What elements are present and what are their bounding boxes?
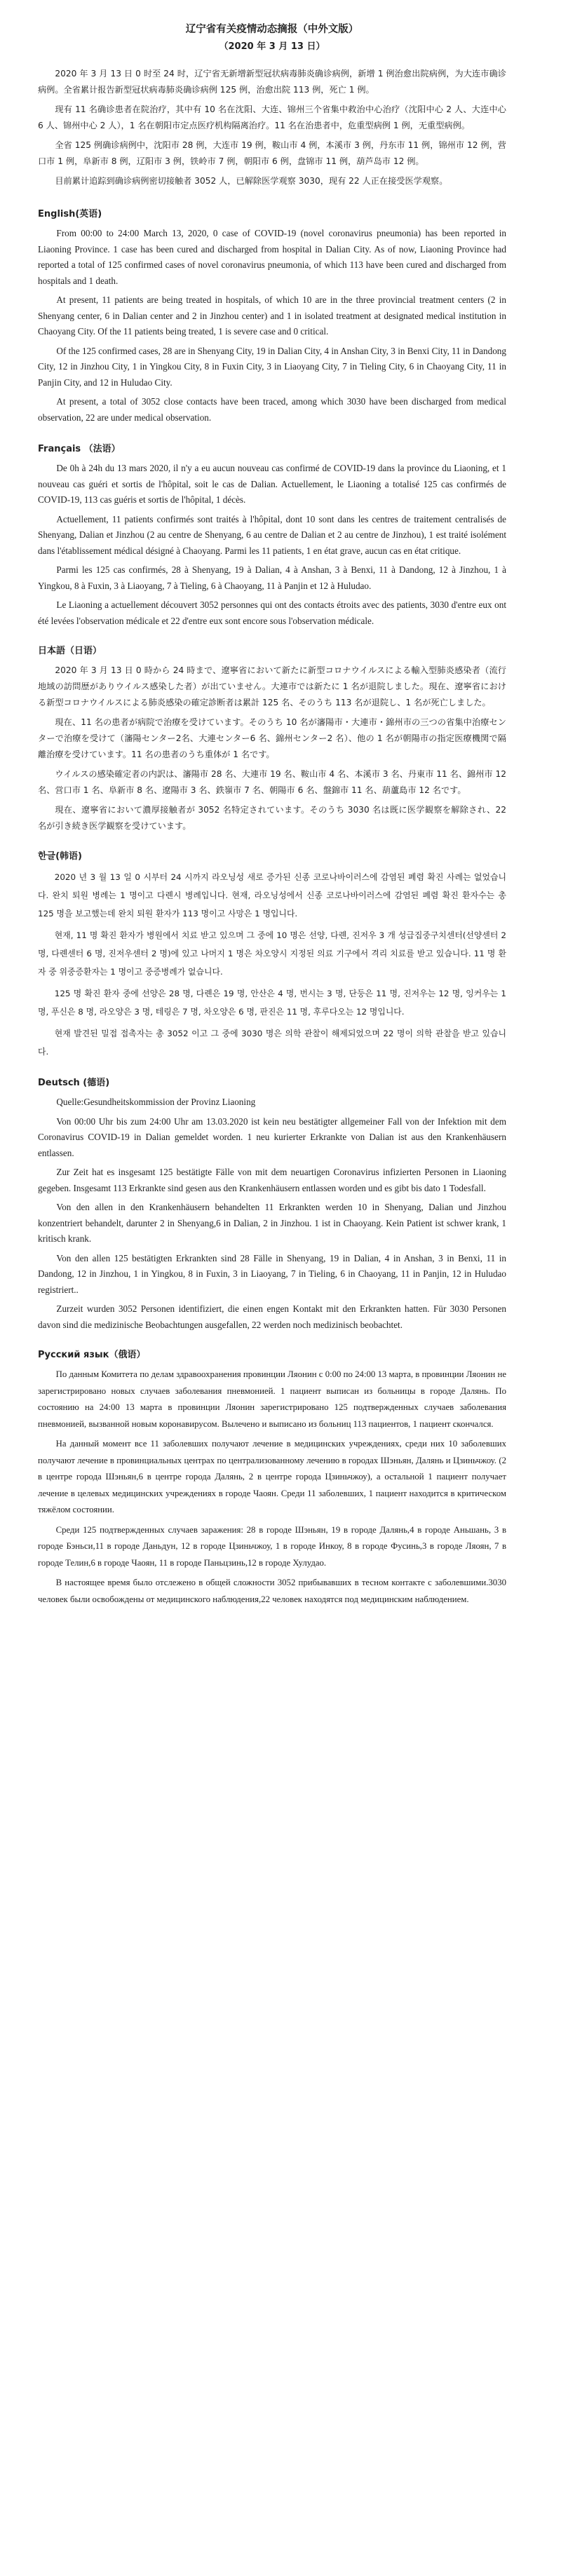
bulletin-body: [38, 66, 506, 1608]
paragraph: На данный момент все 11 заболевших получают лечение в медицинских учреждениях, среди них 10 заболевших получают лечение в провинциальных центрах по централизованному лечению в городах Шэньян, Далянь и Цзиньчжоу. (2 в центре города Шэньян,6 в центре города Далянь, 2 в центре города Цзиньчжоу), а остальной 1 пациент получает лечение в целевых медицинских учреждениях в городе Чаоян. Среди 11 заболевших, 1 пациент находится в критическом тяжёлом состоянии.: [38, 1439, 506, 1514]
section-japanese: [38, 644, 506, 834]
section-heading: 한글(韩语): [38, 851, 82, 862]
paragraph: Von 00:00 Uhr bis zum 24:00 Uhr am 13.03.2020 ist kein neu bestätigter allgemeiner Fall von der Infektion mit dem Coronavirus COVID-19 in Dalian gemeldet worden. 1 neu kurierter Erkrankte von Dalian ist aus den Krankenhäusern entlassen.: [38, 1116, 506, 1158]
paragraph: 현재 발견된 밀접 접촉자는 총 3052 이고 그 중에 3030 명은 의학 관찰이 해제되었으며 22 명이 의학 관찰을 받고 있습니다.: [38, 1029, 506, 1057]
paragraph: Le Liaoning a actuellement découvert 3052 personnes qui ont des contacts étroits avec des patients, 3030 d'entre eux ont été levées l'observation médicale et 22 d'entre eux sont encore sous l'observation médicale.: [38, 599, 506, 626]
paragraph: Von den allen in den Krankenhäusern behandelten 11 Erkrankten werden 10 in Shenyang, Dalian und Jinzhou konzentriert behandelt, darunter 2 in Shenyang,6 in Dalian, 2 in Jinzhou. 1 ist in Chaoyang. Kein Patient ist schwer krank, 1 kritisch krank.: [38, 1202, 506, 1244]
paragraph: В настоящее время было отслежено в общей сложности 3052 прибывавших в тесном контакте с заболевшими.3030 человек были освобождены от медицинского наблюдения,22 человек находятся под медицинским наблюдением.: [38, 1578, 506, 1604]
paragraph: 2020 년 3 월 13 일 0 시부터 24 시까지 라오닝성 새로 증가된 신종 코로나바이러스에 감염된 폐렴 확진 사례는 없었습니다. 완치 퇴원 병례는 1 명이고 다롄시 병례입니다. 현재, 라오닝성에서 신종 코로나바이러스에 감염된 폐렴 확진 환자수는 총 125 명을 보고했는데 완치 퇴원 환자가 113 명이고 사망은 1 명입니다.: [38, 872, 506, 918]
section-german: [38, 1076, 506, 1333]
paragraph: 2020 年 3 月 13 日 0 時から 24 時まで、遼寧省において新たに新型コロナウイルスによる輸入型肺炎感染者（流行地域の訪問歴がありウイルス感染した者）が出ていません。大連市では新たに 1 名が退院しました。現在、遼寧省における新型コロナウイルスによる肺炎感染の確定診断者は累計 125 名、そのうち 113 名が退院し、1 名が死亡しました。: [38, 665, 506, 707]
paragraph: 目前累计追踪到确诊病例密切接触者 3052 人，已解除医学观察 3030，现有 22 人正在接受医学观察。: [55, 176, 448, 186]
paragraph: Actuellement, 11 patients confirmés sont traités à l'hôpital, dont 10 sont dans les centres de traitement centralisés de Shenyang, Dalian et Jinzhou (2 au centre de Shenyang, 6 au centre de Dalian et 2 au centre de Jinzhou), 1 est traité isolément dans l'établissement médical désigné à Chaoyang. Parmi les 11 patients, 1 en état grave, aucun cas en état critique.: [38, 513, 506, 556]
paragraph: Zurzeit wurden 3052 Personen identifiziert, die einen engen Kontakt mit den Erkrankten hatten. Für 3030 Personen davon sind die medizinische Beobachtungen ausgefallen, 22 werden noch medizinisch beobachtet.: [38, 1303, 506, 1330]
bulletin-date: （2020 年 3 月 13 日）: [219, 41, 325, 52]
section-heading: English(英语): [38, 209, 102, 219]
section-heading: Deutsch (德语): [38, 1078, 110, 1088]
section-english: [38, 208, 506, 426]
paragraph: Zur Zeit hat es insgesamt 125 bestätigte Fälle von mit dem neuartigen Coronavirus infizierten Personen in Liaoning gegeben. Insgesamt 113 Erkrankte sind gesen aus den Krankenhäusern entlassen worden und es gibt bis dato 1 Todesfall.: [38, 1167, 506, 1193]
section-heading: 日本語（日语）: [38, 646, 102, 656]
paragraph: 현재, 11 명 확진 환자가 병원에서 치료 받고 있으며 그 중에 10 명은 선양, 다롄, 진저우 3 개 성급집중구치센터(선양센터 2 명, 다롄센터 6 명, 진저우센터 2 명)에 있고 나머지 1 명은 차오양시 지정된 의료 기구에서 격리 치료를 받고 있습니다. 11 명 환자 중 위중증환자는 1 명이고 중증병례가 없습니다.: [38, 930, 506, 977]
paragraph: 現在、11 名の患者が病院で治療を受けています。そのうち 10 名が瀋陽市・大連市・錦州市の三つの省集中治療センターで治療を受けて（瀋陽センター2名、大連センター6 名、錦州センター2 名）、他の 1 名が朝陽市の指定医療機関で隔離治療を受けています。11 名の患者のうち重体が 1 名です。: [38, 717, 506, 759]
section-russian: [38, 1348, 506, 1608]
paragraph: 現在、遼寧省において濃厚接触者が 3052 名特定されています。そのうち 3030 名は既に医学観察を解除され、22 名が引き続き医学観察を受けています。: [38, 805, 506, 831]
section-heading: Français （法语）: [38, 444, 121, 454]
paragraph: Of the 125 confirmed cases, 28 are in Shenyang City, 19 in Dalian City, 4 in Anshan City, 3 in Benxi City, 11 in Dandong City, 12 in Jinzhou City, 1 in Yingkou City, 8 in Fuxin City, 3 in Liaoyang City, 7 in Tieling City, 6 in Chaoyang City, 11 in Panjin City, and 12 in Huludao City.: [38, 345, 506, 388]
paragraph: ウイルスの感染確定者の内訳は、瀋陽市 28 名、大連市 19 名、鞍山市 4 名、本溪市 3 名、丹東市 11 名、錦州市 12 名、営口市 1 名、阜新市 8 名、遼陽市 3 名、鉄嶺市 7 名、朝陽市 6 名、盤錦市 11 名、葫蘆島市 12 名です。: [38, 769, 506, 795]
paragraph: Parmi les 125 cas confirmés, 28 à Shenyang, 19 à Dalian, 4 à Anshan, 3 à Benxi, 11 à Dandong, 12 à Jinzhou, 1 à Yingkou, 8 à Fuxin, 3 à Liaoyang, 7 à Tieling, 6 à Chaoyang, 11 à Panjin et 12 à Huludao.: [38, 564, 506, 591]
paragraph: 现有 11 名确诊患者在院治疗，其中有 10 名在沈阳、大连、锦州三个省集中救治中心治疗（沈阳中心 2 人、大连中心 6 人、锦州中心 2 人），1 名在朝阳市定点医疗机构隔离治疗。11 名在治患者中，危重型病例 1 例，无重型病例。: [38, 104, 506, 130]
paragraph: At present, a total of 3052 close contacts have been traced, among which 3030 have been discharged from medical observation, 22 are under medical observation.: [38, 396, 506, 423]
paragraph: At present, 11 patients are being treated in hospitals, of which 10 are in the three provincial treatment centers (2 in Shenyang center, 6 in Dalian center and 2 in Jinzhou center) and 1 in isolated treatment at designated medical institution in Chaoyang City. Of the 11 patients being treated, 1 is severe case and 0 critical.: [38, 294, 506, 337]
section-chinese: [38, 66, 506, 189]
paragraph: De 0h à 24h du 13 mars 2020, il n'y a eu aucun nouveau cas confirmé de COVID-19 dans la province du Liaoning, et 1 nouveau cas guéri et sortis de l'hôpital, soit le cas de Dalian. Actuellement, le Liaoning a totalisé 125 cas confirmés de COVID-19, 113 cas guéris et sortis de l'hôpital, 1 décès.: [38, 463, 506, 505]
paragraph: 全省 125 例确诊病例中，沈阳市 28 例，大连市 19 例，鞍山市 4 例，本溪市 3 例，丹东市 11 例，锦州市 12 例，营口市 1 例，阜新市 8 例，辽阳市 3 例，铁岭市 7 例，朝阳市 6 例，盘锦市 11 例，葫芦岛市 12 例。: [38, 140, 506, 166]
section-french: [38, 442, 506, 629]
bulletin-title: 辽宁省有关疫情动态摘报（中外文版）: [185, 24, 359, 35]
paragraph: 2020 年 3 月 13 日 0 时至 24 时，辽宁省无新增新型冠状病毒肺炎确诊病例，新增 1 例治愈出院病例，为大连市确诊病例。全省累计报告新型冠状病毒肺炎确诊病例 125 例，治愈出院 113 例，死亡 1 例。: [38, 69, 506, 95]
paragraph: 125 명 확진 환자 중에 선양은 28 명, 다롄은 19 명, 안산은 4 명, 번시는 3 명, 단둥은 11 명, 진저우는 12 명, 잉커우는 1 명, 푸신은 8 명, 라오양은 3 명, 테링은 7 명, 차오양은 6 명, 판진은 11 명, 후루다오는 12 명입니다.: [38, 989, 506, 1017]
section-korean: [38, 850, 506, 1061]
section-heading: Русский язык（俄语）: [38, 1350, 146, 1360]
paragraph: From 00:00 to 24:00 March 13, 2020, 0 case of COVID-19 (novel coronavirus pneumonia) has been reported in Liaoning Province. 1 case has been cured and discharged from hospital in Dalian City. As of now, Liaoning Province had reported a total of 125 confirmed cases of novel coronavirus pneumonia, of which 113 have been cured and discharged from hospitals and 1 death.: [38, 228, 506, 286]
paragraph: Среди 125 подтвержденных случаев заражения: 28 в городе Шэньян, 19 в городе Далянь,4 в городе Аньшань, 3 в городе Бэньси,11 в городе Даньдун, 12 в городе Цзиньчжоу, 1 в городе Инкоу, 8 в городе Фусинь,3 в городе Ляоян, 7 в городе Телин,6 в городе Чаоян, 11 в городе Паньцзинь,12 в городе Хулудао.: [38, 1524, 506, 1568]
paragraph: Quelle:Gesundheitskommission der Provinz Liaoning: [56, 1097, 256, 1107]
paragraph: Von den allen 125 bestätigten Erkrankten sind 28 Fälle in Shenyang, 19 in Dalian, 4 in Anshan, 3 in Benxi, 11 in Dandong, 12 in Jinzhou, 1 in Yingkou, 8 in Fuxin, 3 in Liaoyang, 7 in Tieling, 6 in Chaoyang, 11 in Panjin, 12 in Huludao registriert..: [38, 1252, 506, 1295]
paragraph: По данным Комитета по делам здравоохранения провинции Ляонин с 0:00 по 24:00 13 марта, в провинции Ляонин не зарегистрировано новых случаев заболевания пневмонией. 1 пациент выписан из больницы в городе Далянь. По состоянию на 24:00 13 марта в провинции Ляонин зарегистрировано 125 подтвержденных случаев заболевания пневмонией, вызванной новым коронавирусом. Вылечено и выписано из больниц 113 пациентов, 1 пациент скончался.: [38, 1369, 506, 1429]
